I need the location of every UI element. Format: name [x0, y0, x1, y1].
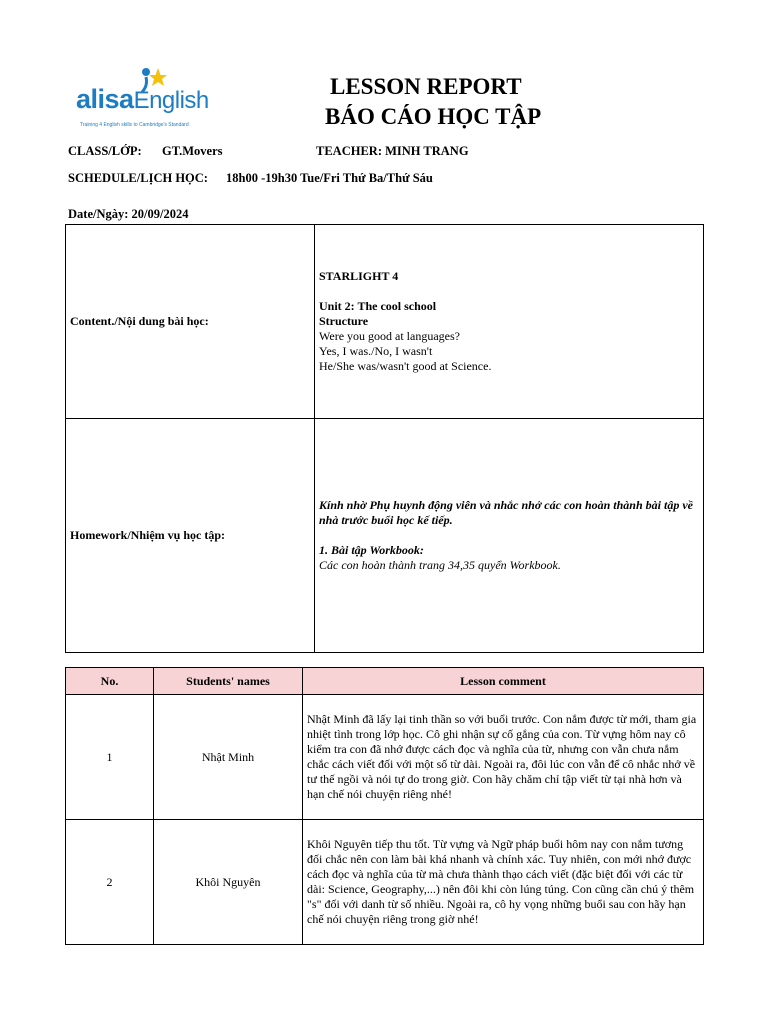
row-number: 2 [66, 820, 154, 945]
class-value: GT.Movers [162, 144, 223, 158]
header-no: No. [66, 668, 154, 695]
logo-brand-b: English [133, 87, 209, 114]
student-name: Nhật Minh [154, 695, 303, 820]
homework-item-title: 1. Bài tập Workbook: [319, 543, 424, 557]
header-lesson-comment: Lesson comment [303, 668, 704, 695]
student-comments-table [65, 667, 704, 945]
content-label: Content./Nội dung bài học: [66, 225, 315, 419]
structure-line-2: Yes, I was./No, I wasn't [319, 344, 433, 358]
row-number: 1 [66, 695, 154, 820]
homework-cell [315, 419, 704, 653]
student-name: Khôi Nguyên [154, 820, 303, 945]
structure-line-1: Were you good at languages? [319, 329, 460, 343]
schedule-value: 18h00 -19h30 Tue/Fri Thứ Ba/Thứ Sáu [226, 171, 433, 185]
homework-row [66, 419, 704, 653]
homework-note: Kính nhờ Phụ huynh động viên và nhắc nhở các con hoàn thành bài tập về nhà trước buổi học kế tiếp. [319, 498, 693, 527]
content-cell [315, 225, 704, 419]
structure-heading: Structure [319, 314, 369, 328]
logo-tagline: Training 4 English skills to Cambridge's Standard [80, 122, 189, 128]
page-title-vi: BÁO CÁO HỌC TẬP [325, 104, 542, 129]
schedule-label: SCHEDULE/LỊCH HỌC: [68, 171, 208, 185]
alisa-english-logo [76, 66, 221, 132]
teacher-info: TEACHER: MINH TRANG [316, 144, 469, 158]
course-name: STARLIGHT 4 [319, 269, 399, 283]
lesson-comment: Khôi Nguyên tiếp thu tốt. Từ vựng và Ngữ pháp buổi hôm nay con nắm tương đối chắc nên con làm bài khá nhanh và chính xác. Tuy nhiên, con mới nhớ được cách đọc và nghĩa của từ mà chưa thành thạo cách viết (đặc biệt đối với các từ dài: Science, Geography,...) nên đôi khi còn lúng túng. Con cũng cần chú ý thêm "s" đối với danh từ số nhiều. Ngoài ra, cô hy vọng những buổi sau con hãy hạn chế nói chuyện riêng trong giờ nhé! [303, 820, 704, 945]
class-label: CLASS/LỚP: [68, 144, 142, 158]
content-row [66, 225, 704, 419]
unit-title: Unit 2: The cool school [319, 299, 437, 313]
page-title-en: LESSON REPORT [330, 74, 522, 99]
logo-brand-a: alisa [76, 84, 134, 114]
homework-label: Homework/Nhiệm vụ học tập: [66, 419, 315, 653]
table-row [66, 695, 704, 820]
lesson-info-table [65, 224, 704, 653]
table-header-row [66, 668, 704, 695]
structure-line-3: He/She was/wasn't good at Science. [319, 359, 492, 373]
header-student-name: Students' names [154, 668, 303, 695]
lesson-comment: Nhật Minh đã lấy lại tinh thần so với buổi trước. Con nắm được từ mới, tham gia nhiệt tình trong lớp học. Cô ghi nhận sự cố gắng của con. Từ vựng hôm nay cô kiểm tra con đã nhớ được cách đọc và nghĩa của từ, nhưng con vẫn chưa nắm chắc cách viết đối với một số từ dài. Ngoài ra, đôi lúc con vẫn để cô nhắc nhở về tư thế ngồi và nói tự do trong giờ. Con hãy chăm chỉ tập viết từ tại nhà hơn và hạn chế nói chuyện riêng nhé! [303, 695, 704, 820]
logo-wordmark [76, 84, 209, 115]
homework-item-text: Các con hoàn thành trang 34,35 quyển Workbook. [319, 558, 561, 572]
report-date: Date/Ngày: 20/09/2024 [68, 207, 189, 221]
table-row [66, 820, 704, 945]
